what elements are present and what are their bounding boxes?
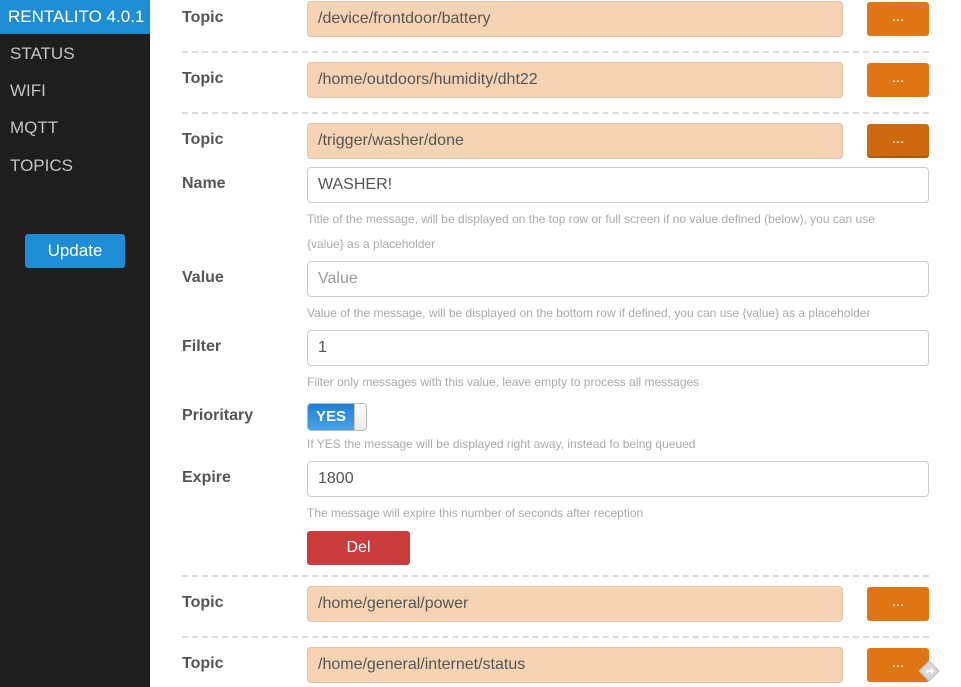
prioritary-label: Prioritary: [182, 407, 254, 424]
value-label: Value: [182, 269, 224, 286]
sidebar: [0, 0, 150, 687]
filter-label: Filter: [182, 338, 222, 355]
topic-options-button[interactable]: ...: [867, 587, 929, 621]
filter-help: Filter only messages with this value, leave empty to process all messages: [307, 375, 700, 389]
brand-title[interactable]: RENTALITO 4.0.1: [0, 0, 150, 34]
topic-label: Topic: [182, 655, 224, 672]
delete-button[interactable]: Del: [307, 531, 410, 565]
separator: [182, 51, 929, 53]
separator: [182, 575, 929, 577]
prioritary-help: If YES the message will be displayed right away, instead fo being queued: [307, 437, 696, 451]
name-help-line1: Title of the message, will be displayed on the top row or full screen if no value defined (below), you can use: [307, 212, 875, 226]
toggle-knob[interactable]: [354, 404, 366, 430]
topic-input[interactable]: /device/frontdoor/battery: [307, 1, 843, 37]
separator: [182, 112, 929, 114]
separator: [182, 636, 929, 638]
sidebar-item-status[interactable]: STATUS: [10, 44, 75, 63]
topic-options-button[interactable]: ...: [867, 124, 929, 158]
name-input[interactable]: WASHER!: [307, 167, 929, 203]
topic-label: Topic: [182, 9, 224, 26]
prioritary-toggle[interactable]: [307, 403, 367, 431]
name-help-line2: {value} as a placeholder: [307, 237, 436, 251]
topic-label: Topic: [182, 594, 224, 611]
expire-help: The message will expire this number of seconds after reception: [307, 506, 644, 520]
topic-input[interactable]: /home/general/internet/status: [307, 647, 843, 683]
expire-label: Expire: [182, 469, 231, 486]
sidebar-item-mqtt[interactable]: MQTT: [10, 118, 59, 137]
toggle-on-text: YES: [308, 404, 354, 430]
value-help: Value of the message, will be displayed on the bottom row if defined, you can use {value} as a placeholder: [307, 306, 871, 320]
expire-input[interactable]: 1800: [307, 461, 929, 497]
sidebar-item-topics[interactable]: TOPICS: [10, 156, 73, 175]
topic-label: Topic: [182, 70, 224, 87]
topic-options-button[interactable]: ...: [867, 2, 929, 36]
topic-options-button[interactable]: ...: [867, 648, 929, 682]
topic-input[interactable]: /home/outdoors/humidity/dht22: [307, 62, 843, 98]
diamond-arrow-icon[interactable]: [918, 660, 940, 682]
topic-label: Topic: [182, 131, 224, 148]
topic-input[interactable]: /trigger/washer/done: [307, 123, 843, 159]
name-label: Name: [182, 175, 226, 192]
topic-input[interactable]: /home/general/power: [307, 586, 843, 622]
filter-input[interactable]: 1: [307, 330, 929, 366]
update-button[interactable]: Update: [25, 234, 125, 268]
sidebar-item-wifi[interactable]: WIFI: [10, 81, 46, 100]
value-input[interactable]: Value: [307, 261, 929, 297]
topic-options-button[interactable]: ...: [867, 63, 929, 97]
